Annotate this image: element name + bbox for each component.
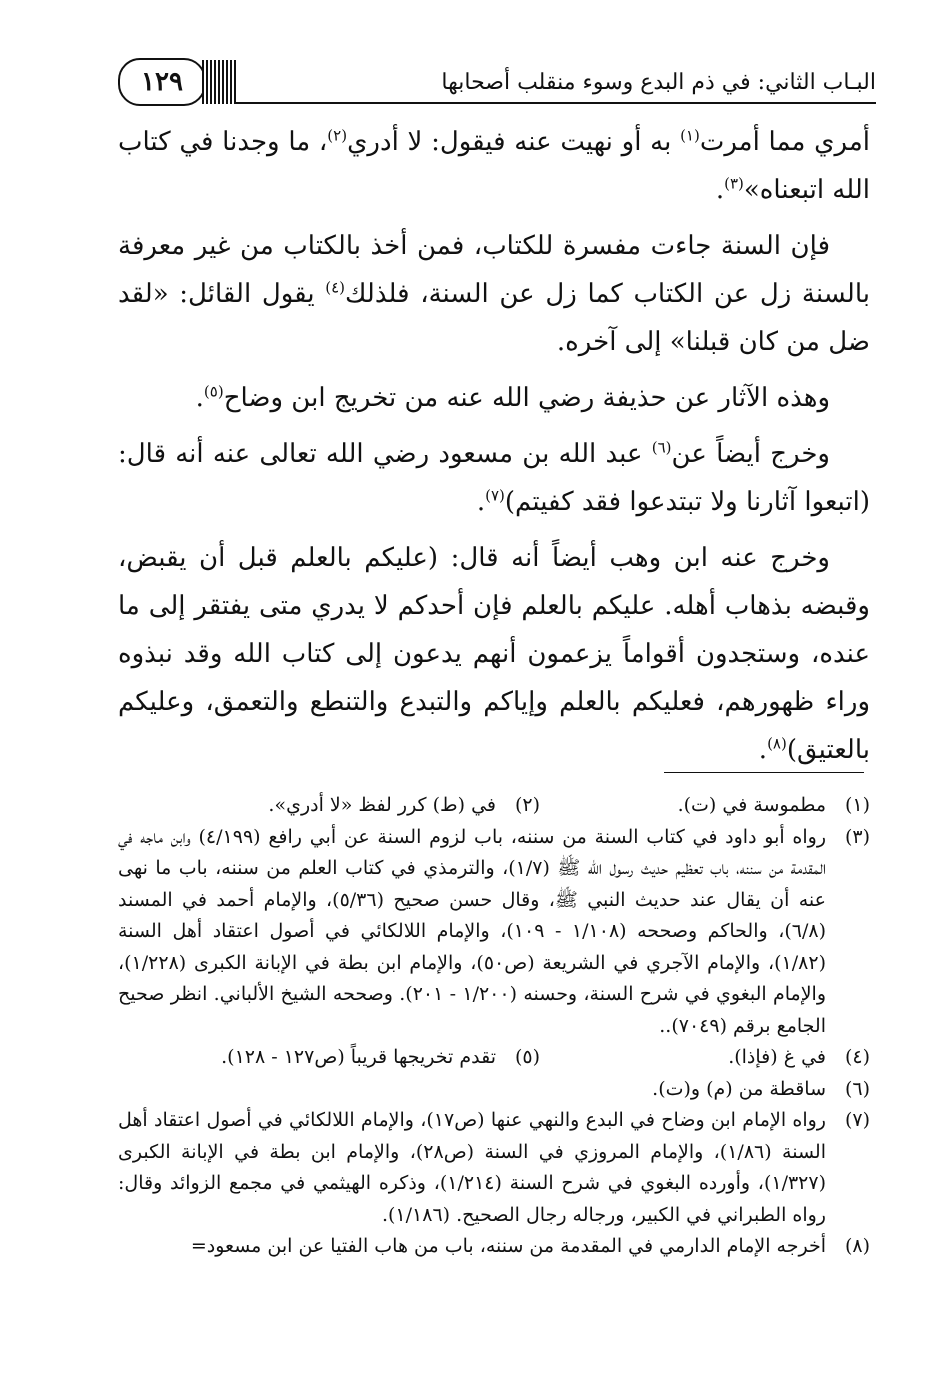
- footnote-text: رواه الإمام ابن وضاح في البدع والنهي عنها (ص١٧)، والإمام اللالكائي في أصول اعتقاد أهل السنة (١/٨٦)، والإمام المروزي في السنة (ص٢٨)، والإمام ابن بطة في الإبانة الكبرى (١/٣٢٧)، وأورده البغوي في شرح السنة (١/٢١٤)، وذكره الهيثمي في مجمع الزوائد وقال: رواه الطبراني في الكبير، ورجاله رجال الصحيح. (١/١٨٦).: [118, 1109, 827, 1226]
- footnote-ref: (٥): [203, 382, 224, 401]
- page-number-badge: [118, 58, 206, 106]
- footnote-text: أخرجه الإمام الدارمي في المقدمة من سننه، باب من هاب الفتيا عن ابن مسعود=: [190, 1235, 826, 1257]
- footnote-separator: [664, 772, 864, 773]
- footnote-ref: (١): [680, 126, 700, 145]
- running-title: البـاب الثاني: في ذم البدع وسوء منقلب أصحابها: [441, 70, 876, 95]
- footnote-ref: (٨): [767, 734, 787, 753]
- footnote: [118, 1074, 870, 1106]
- footnote: [118, 1105, 870, 1231]
- page-header: [118, 52, 876, 112]
- footnote-text: رواه أبو داود في كتاب السنة من سننه، باب لزوم السنة عن أبي رافع (٤/١٩٩) وابن ماجه في المقدمة من سننه، باب تعظيم حديث رسول الله ﷺ (١/٧)، والترمذي في كتاب العلم من سننه، باب ما نهى عنه أن يقال عند حديث النبي ﷺ، وقال حسن صحيح (٥/٣٦)، والإمام أحمد في المسند (٦/٨)، والحاكم وصححه (١/١٠٨ - ١٠٩)، والإمام اللالكائي في أصول اعتقاد أهل السنة (١/٨٢)، والإمام الآجري في الشريعة (ص٥٠)، والإمام ابن بطة في الإبانة الكبرى (١/٢٢٨)، والإمام البغوي في شرح السنة، وحسنه (١/٢٠٠ - ٢٠١). وصححه الشيخ الألباني. انظر صحيح الجامع برقم (٧٠٤٩)..: [118, 825, 827, 1037]
- footnote-text: في (ط) كرر لفظ «لا أدري».: [268, 794, 496, 816]
- footnote-text: في غ (فإذا).: [728, 1046, 826, 1068]
- footnote-ref: (٧): [485, 486, 505, 505]
- paragraph: وهذه الآثار عن حذيفة رضي الله عنه من تخريج ابن وضاح$^{(٥)}$.: [195, 382, 830, 413]
- footnote-number: (٤): [844, 1046, 870, 1068]
- footnote-number: (١): [844, 794, 870, 816]
- footnote-ref: (٦): [651, 438, 672, 457]
- paragraph: فإن السنة جاءت مفسرة للكتاب، فمن أخذ بالكتاب من غير معرفة بالسنة زل عن الكتاب كما زل عن السنة، فلذلك$^{(٤)}$ يقول القائل: «لقد ضل من كان قبلنا» إلى آخره.: [118, 231, 870, 357]
- footnote-row: [118, 1042, 870, 1074]
- page-number: ١٢٩: [141, 67, 183, 97]
- footnote-ref: (٣): [724, 174, 744, 193]
- footnote-text: ساقطة من (م) و(ت).: [652, 1077, 826, 1100]
- paragraph: وخرج عنه ابن وهب أيضاً أنه قال: (عليكم بالعلم قبل أن يقبض، وقبضه بذهاب أهله. عليكم بالعلم فإن أحدكم لا يدري متى يفتقر إلى ما عنده، وستجدون أقواماً يزعمون أنهم يدعون إلى كتاب الله وقد نبذوه وراء ظهورهم، فعليكم بالعلم وإياكم والتبدع والتنطع والتعمق، وعليكم بالعتيق)$^{(٨)}$.: [118, 543, 870, 765]
- footnote-ref: (٤): [325, 278, 346, 297]
- footnotes: [118, 790, 870, 1263]
- footnote-text: مطموسة في (ت).: [677, 794, 826, 816]
- paragraph: أمري مما أمرت$^{(١)}$ به أو نهيت عنه فيقول: لا أدري$^{(٢)}$، ما وجدنا في كتاب الله اتبعناه»$^{(٣)}$.: [118, 126, 870, 205]
- footnote-number: (٢): [514, 794, 540, 816]
- footnote-number: (٦): [844, 1077, 870, 1100]
- paragraph: وخرج أيضاً عن$^{(٦)}$ عبد الله بن مسعود رضي الله تعالى عنه أنه قال: (اتبعوا آثارنا ولا تبتدعوا فقد كفيتم)$^{(٧)}$.: [118, 438, 870, 517]
- footnote-number: (٧): [844, 1109, 870, 1131]
- footnote: [118, 1231, 870, 1263]
- footnote: [118, 822, 870, 1043]
- footnote-text: تقدم تخريجها قريباً (ص١٢٧ - ١٢٨).: [221, 1046, 496, 1068]
- footnote-number: (٨): [844, 1235, 870, 1257]
- main-text: [118, 118, 870, 782]
- header-rule: [236, 102, 876, 104]
- footnote-number: (٣): [844, 825, 870, 848]
- page-number-ornament: [202, 60, 236, 104]
- footnote-number: (٥): [514, 1046, 540, 1068]
- footnote-row: [118, 790, 870, 822]
- footnote-ref: (٢): [327, 126, 348, 145]
